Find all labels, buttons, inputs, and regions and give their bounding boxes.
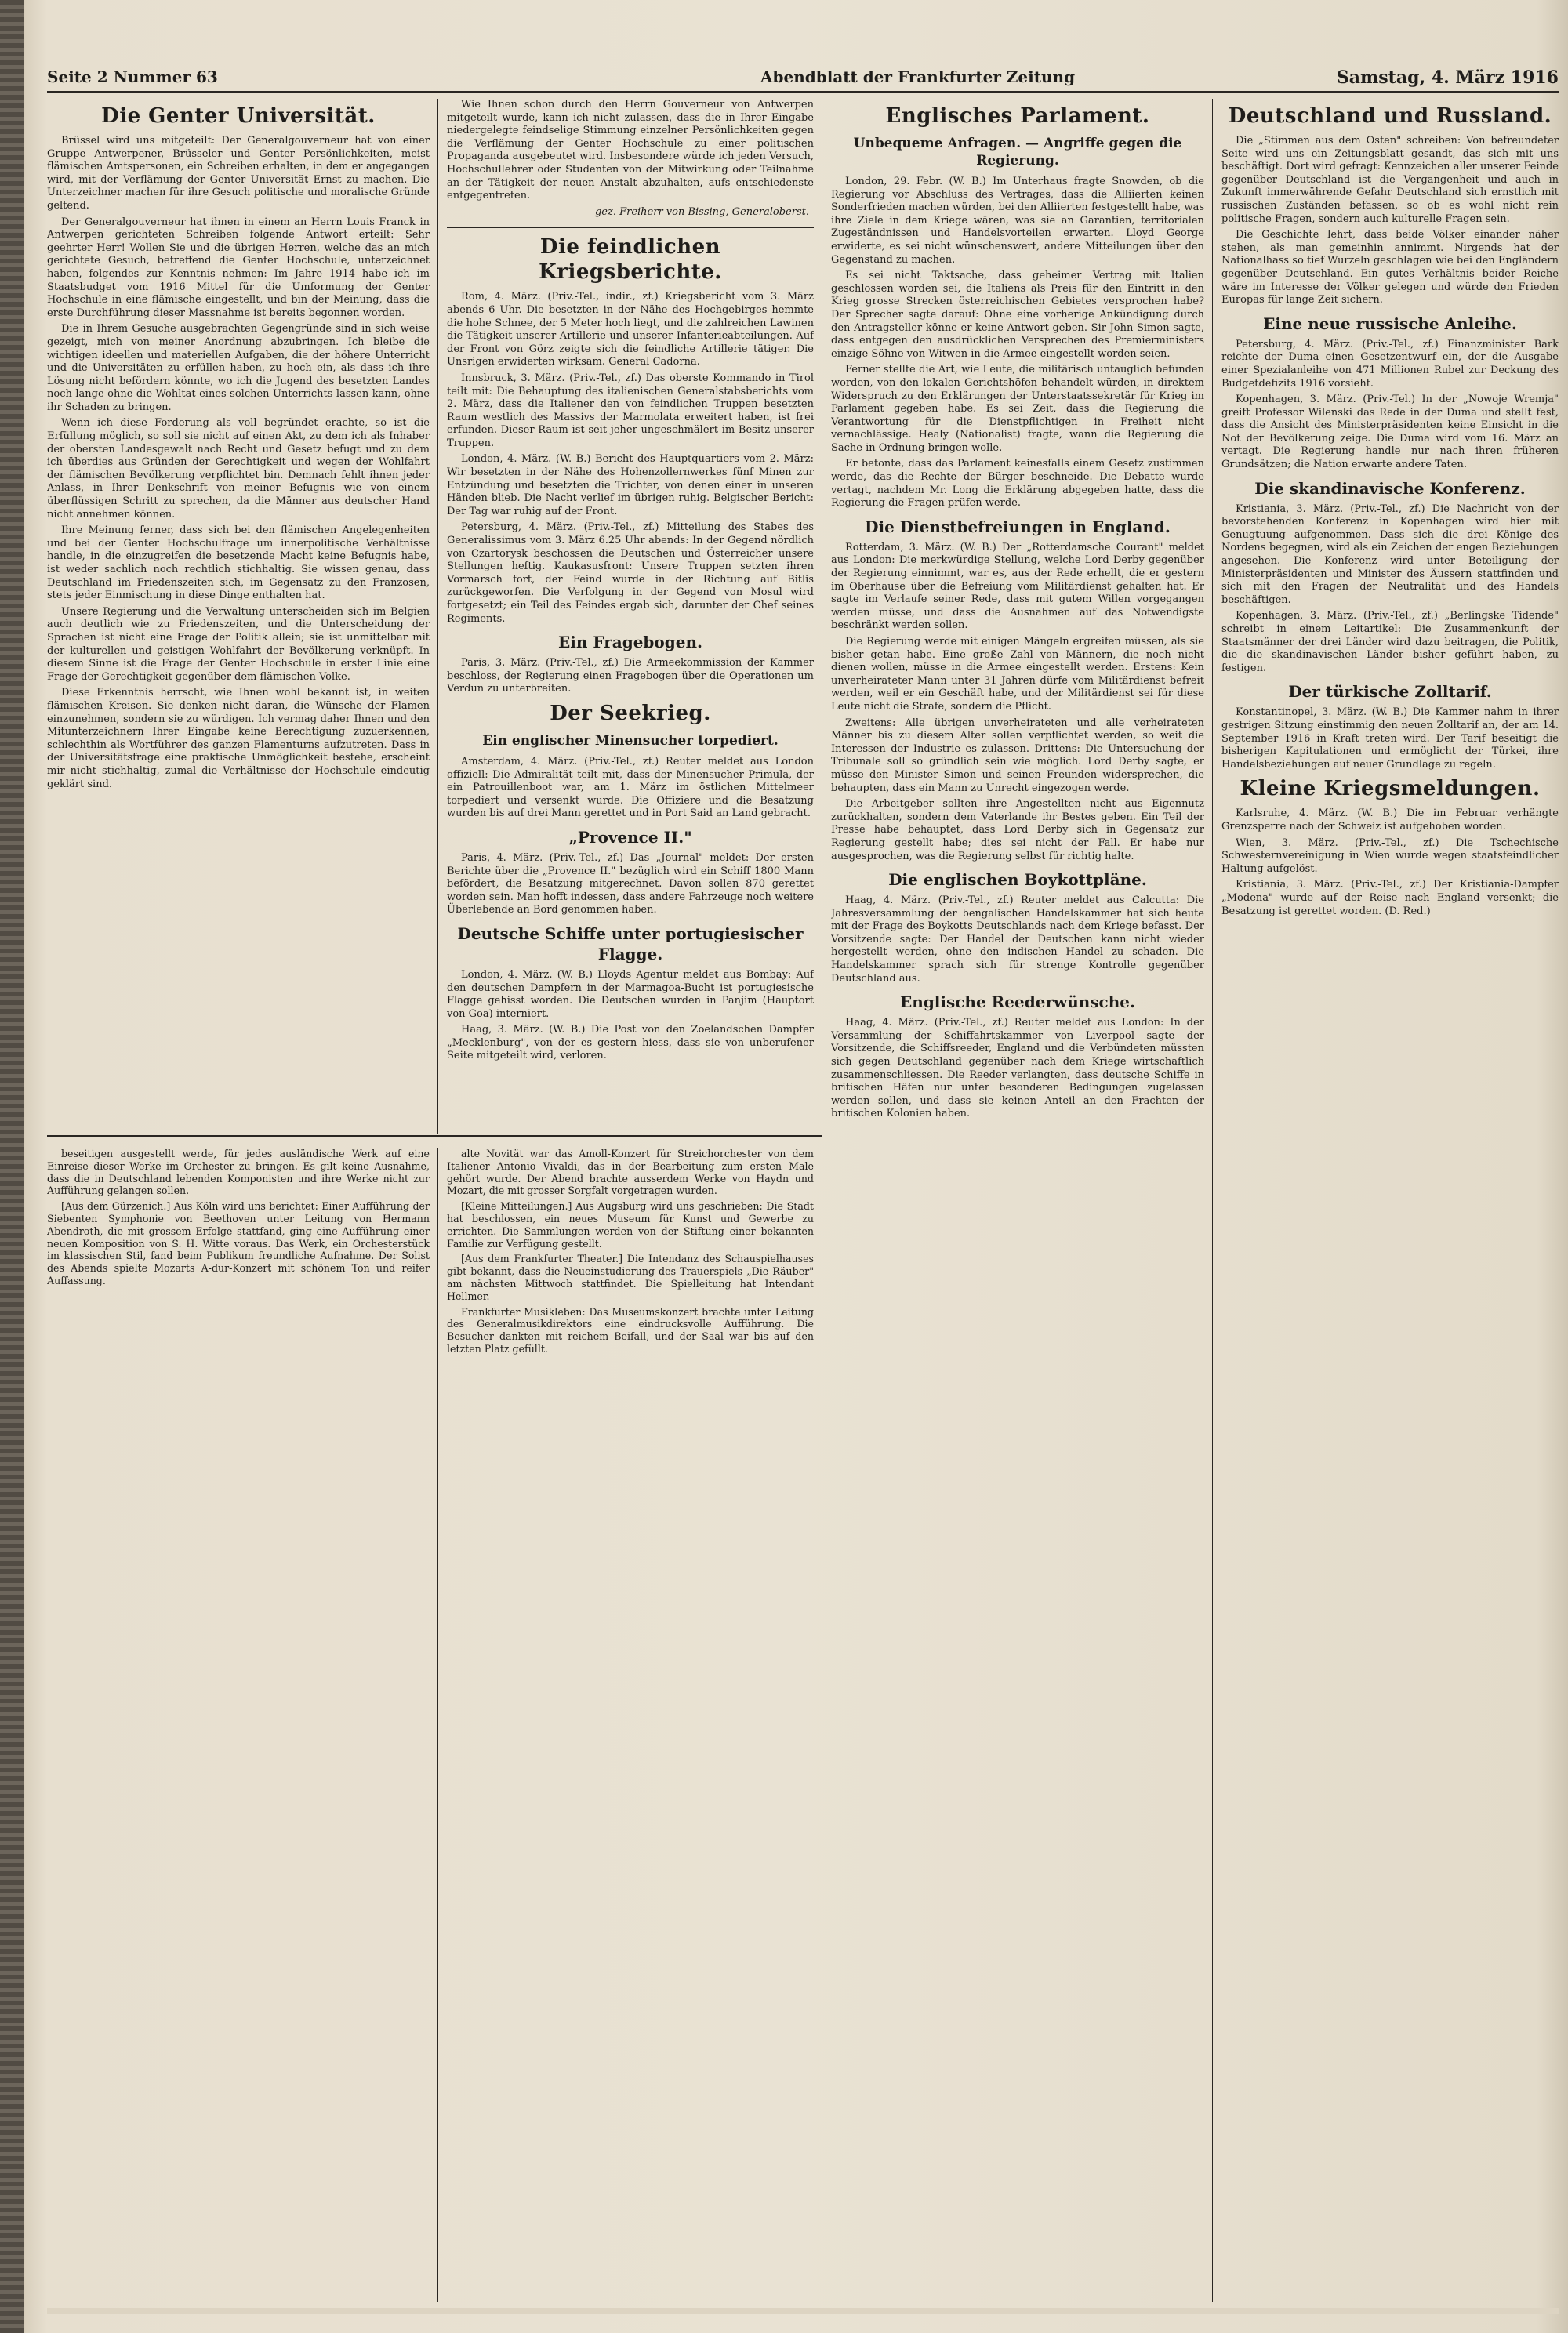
headline: Englische Reederwünsche. xyxy=(900,992,1135,1012)
article-genter-universitaet xyxy=(47,99,430,1130)
paragraph: Ihre Meinung ferner, dass sich bei den flämischen Angelegenheiten und bei der Genter Hochschulfrage um innerpolitische Verhältnisse handle, in die einzugreifen die besetzende Macht keine Befugnis habe, ist weder sachlich noch rechtlich stichhaltig. Sie wissen genau, dass Deutschland im Friedenszeiten sich, im Gegensatz zu den Franzosen, stets jeder Einmischung in diese Dinge enthalten hat. xyxy=(47,524,430,602)
paragraph: Kopenhagen, 3. März. (Priv.-Tel.) In der „Nowoje Wremja" greift Professor Wilenski das Rede in der Duma und stellt fest, dass die Ansicht des Ministerpräsidenten keine Einsicht in die Not der Bevölkerung zeige. Die Duma wird vom 16. März an vertagt. Die Regierung handle nur nach ihren früheren Grundsätzen; die Nation erwarte andere Taten. xyxy=(1221,394,1559,471)
signature: gez. Freiherr von Bissing, Generaloberst. xyxy=(594,205,809,218)
paragraph: Wie Ihnen schon durch den Herrn Gouverneur von Antwerpen mitgeteilt wurde, kann ich nicht zulassen, dass die in Ihrer Eingabe niedergelegte feindselige Stimmung einzelner Persönlichkeiten gegen die Verflämung der Genter Hochschule zu einer politischen Propaganda ausgebeutet wird. Insbesondere würde ich jeden Versuch, Hochschullehrer oder Studenten von der Mitwirkung oder Teilnahme an der Tätigkeit der neuen Anstalt abzuhalten, aufs entschiedenste entgegentreten. xyxy=(447,99,814,202)
headline: Die Dienstbefreiungen in England. xyxy=(865,517,1171,536)
headline: Deutsche Schiffe unter portugiesischer Flagge. xyxy=(457,923,804,963)
paragraph: London, 4. März. (W. B.) Bericht des Hauptquartiers vom 2. März: Wir besetzten in der Nähe des Hohenzollernwerkes fünf Minen zur Entzündung und besetzten die Trichter, von denen einer in unseren Händen blieb. Die Nacht verlief im übrigen ruhig. Belgischer Bericht: Der Tag war ruhig auf der Front. xyxy=(447,453,814,517)
paragraph: Frankfurter Musikleben: Das Museumskonzert brachte unter Leitung des Generalmusikdirektors eine eindrucksvolle Aufführung. Die Besucher dankten mit reichem Beifall, und der Saal war bis auf den letzten Platz gefüllt. xyxy=(447,1305,814,1355)
headline: Kleine Kriegsmeldungen. xyxy=(1240,777,1541,801)
binding-spine xyxy=(0,0,24,2333)
paragraph: Brüssel wird uns mitgeteilt: Der Generalgouverneur hat von einer Gruppe Antwerpener, Brüsseler und Genter Persönlichkeiten, meist flämischen Amtspersonen, ein Schreiben erhalten, in dem er angegangen wird, mit der Verflämung der Genter Universität Ernst zu machen. Die Unterzeichner machen für ihre Gesuch politische und moralische Gründe geltend. xyxy=(47,135,430,212)
paragraph: Die Arbeitgeber sollten ihre Angestellten nicht aus Eigennutz zurückhalten, sondern dem Vaterlande ihr Bestes geben. Ein Teil der Presse habe behauptet, dass Lord Derby sich in Gegensatz zur Regierung gestellt habe; dies sei nicht der Fall. Er habe nur ausgesprochen, was die Regierung selbst für richtig halte. xyxy=(831,798,1204,862)
feuilleton-divider xyxy=(47,1135,822,1137)
paragraph: Die in Ihrem Gesuche ausgebrachten Gegengründe sind in sich weise gezeigt, mich von meiner Anordnung abzubringen. Ich bleibe die wichtigen ideellen und materiellen Aufgaben, die der höhere Unterricht und die Universitäten zu erfüllen haben, zu hoch ein, als dass ich ihre Lösung nicht befördern könnte, wo ich die Jugend des besetzten Landes noch lange ohne die Wohltat eines solchen Unterrichts lassen kann, ohne ihr Schaden zu bringen. xyxy=(47,323,430,413)
masthead-title: Abendblatt der Frankfurter Zeitung xyxy=(760,67,1076,86)
paragraph: Rotterdam, 3. März. (W. B.) Der „Rotterdamsche Courant" meldet aus London: Die merkwürdige Stellung, welche Lord Derby gegenüber der Regierung einnimmt, war es, aus der Rede erhellt, die er gestern im Oberhause über die Befreiung vom Militärdienst gehalten hat. Er sagte im Verlaufe seiner Rede, dass mit gutem Willen vorgegangen werden müsse, und dass die Ausnahmen auf das Notwendigste beschränkt werden sollen. xyxy=(831,541,1204,632)
paragraph: Die Regierung werde mit einigen Mängeln ergreifen müssen, als sie bisher getan habe. Eine große Zahl von Männern, die noch nicht dienen wollen, müsse in die Armee eingestellt werden. Erstens: Kein unverheirateter Mann unter 31 Jahren dürfe vom Militärdienst befreit werden, weil er ein Geschäft habe, und der Militärdienst sei für diese Leute nicht die Strafe, sondern die Pflicht. xyxy=(831,636,1204,713)
paragraph: Haag, 4. März. (Priv.-Tel., zf.) Reuter meldet aus Calcutta: Die Jahresversammlung der bengalischen Handelskammer hat sich heute mit der Frage des Boykotts Deutschlands nach dem Kriege befasst. Der Vorsitzende sagte: Der Handel der Deutschen kann nicht wieder hergestellt werden, ohne den indischen Handel zu schaden. Die Handelskammer sprach sich für strenge Kontrolle gegenüber Deutschland aus. xyxy=(831,894,1204,985)
headline: Englisches Parlament. xyxy=(885,104,1150,128)
headline: Die englischen Boykottpläne. xyxy=(888,870,1147,890)
divider xyxy=(447,227,814,228)
paragraph: alte Novität war das Amoll-Konzert für Streichorchester von dem Italiener Antonio Vivaldi, das in der Bearbeitung zum ersten Male gehört wurde. Der Abend brachte ausserdem Werke von Haydn und Mozart, die mit grosser Sorgfalt vorgetragen wurden. xyxy=(447,1148,814,1197)
paragraph: Rom, 4. März. (Priv.-Tel., indir., zf.) Kriegsbericht vom 3. März abends 6 Uhr. Die besetzten in der Nähe des Hochgebirges hemmte die hohe Schnee, der 5 Meter hoch liegt, und die zahlreichen Lawinen die Tätigkeit unserer Artillerie und unserer Infanterieabteilungen. Auf der Front von Görz zeigte sich die feindliche Artillerie tätiger. Die Unsrigen erwiderten wirksam. General Cadorna. xyxy=(447,291,814,368)
paragraph: Ferner stellte die Art, wie Leute, die militärisch untauglich befunden worden, von den lokalen Gerichtshöfen behandelt würden, in direktem Widerspruch zu den Erklärungen der Unterstaatssekretär für Krieg im Parlament gegeben habe. Es sei Zeit, dass die Regierung die Verantwortung für die Dienstpflichtigen in Freiheit nicht vernachlässige. Healy (Nationalist) fragte, wann die Regierung die Sache in Ordnung bringen wolle. xyxy=(831,364,1204,454)
column-rule xyxy=(437,99,438,1134)
paragraph: Die „Stimmen aus dem Osten" schreiben: Von befreundeter Seite wird uns ein Zeitungsblatt gesandt, das sich mit uns beschäftigt. Dort wird gefragt: Kennzeichen aller unserer Feinde gegenüber Deutschland ist die Vergangenheit und auch in Zukunft immerwährende Gefahr Deutschland sich ernstlich mit russischen Zuständen befassen, so ob es wohl nicht rein politische Fragen, sondern auch kulturelle Fragen sein. xyxy=(1221,135,1559,225)
paragraph: Wien, 3. März. (Priv.-Tel., zf.) Die Tschechische Schwesternvereinigung in Wien wurde wegen staatsfeindlicher Haltung aufgelöst. xyxy=(1221,836,1559,875)
feuilleton-column-1 xyxy=(47,1148,430,2308)
paragraph: Paris, 4. März. (Priv.-Tel., zf.) Das „Journal" meldet: Der ersten Berichte über die „Provence II." bezüglich wird ein Schiff 1800 Mann befördert, die Besatzung mitgerechnet. Davon sollen 870 gerettet worden sein. Man hofft indessen, dass andere Fahrzeuge noch weitere Überlebende an Bord genommen haben. xyxy=(447,851,814,916)
paragraph: Es sei nicht Taktsache, dass geheimer Vertrag mit Italien geschlossen worden sei, die Italiens als Preis für den Eintritt in den Krieg grosse Strecken österreichischen Gebietes versprochen habe? Der Sprecher sagte darauf: Ohne eine vorherige Ankündigung durch den Antragsteller könne er keine Antwort geben. Sir John Simon sagte, dass entgegen den ausdrücklichen Versprechen des Premierministers einzige Söhne von Witwen in die Armee eingestellt worden seien. xyxy=(831,270,1204,360)
headline: Die Genter Universität. xyxy=(101,104,376,128)
paragraph: Karlsruhe, 4. März. (W. B.) Die im Februar verhängte Grenzsperre nach der Schweiz ist aufgehoben worden. xyxy=(1221,807,1559,833)
paragraph: London, 4. März. (W. B.) Lloyds Agentur meldet aus Bombay: Auf den deutschen Dampfern in der Marmagoa-Bucht ist portugiesische Flagge gehisst worden. Die Deutschen wurden in Panjim (Hauptort von Goa) interniert. xyxy=(447,968,814,1020)
page-header xyxy=(47,67,1559,93)
paragraph: Kristiania, 3. März. (Priv.-Tel., zf.) Die Nachricht von der bevorstehenden Konferenz in Kopenhagen wird hier mit Genugtuung aufgenommen. Dass sich die drei Könige des Nordens begegnen, wird als ein Zeichen der engen Beziehungen angesehen. Die Konferenz wird unter Beteiligung der Ministerpräsidenten und Minister des Äussern stattfinden und sich mit den Fragen der Neutralität und des Handels beschäftigen. xyxy=(1221,503,1559,606)
paragraph: Kopenhagen, 3. März. (Priv.-Tel., zf.) „Berlingske Tidende" schreibt in einem Leitartikel: Die Zusammenkunft der Staatsmänner der drei Länder wird dazu beitragen, die Politik, die die skandinavischen Länder bisher geführt haben, zu festigen. xyxy=(1221,610,1559,674)
paragraph: beseitigen ausgestellt werde, für jedes ausländische Werk auf eine Einreise dieser Werke im Orchester zu bringen. Es gilt keine Ausnahme, dass die in Deutschland lebenden Komponisten und ihre Werke nicht zur Aufführung gelangen sollen. xyxy=(47,1148,430,1197)
headline: „Provence II." xyxy=(568,827,692,847)
paragraph: Paris, 3. März. (Priv.-Tel., zf.) Die Armeekommission der Kammer beschloss, der Regierung einen Fragebogen über die Operationen um Verdun zu unterbreiten. xyxy=(447,657,814,695)
issue-date: Samstag, 4. März 1916 xyxy=(1336,67,1559,88)
article-englisches-parlament xyxy=(831,99,1204,2302)
headline: Die feindlichen Kriegsberichte. xyxy=(539,235,722,285)
subheadline: Ein englischer Minensucher torpediert. xyxy=(482,732,779,749)
headline: Deutschland und Russland. xyxy=(1228,104,1552,128)
paragraph: [Aus dem Gürzenich.] Aus Köln wird uns berichtet: Einer Aufführung der Siebenten Symphonie von Beethoven unter Leitung von Hermann Abendroth, die mit grossem Erfolge stattfand, ging eine Aufführung einer neuen Komposition von S. H. Witte voraus. Das Werk, ein Orchesterstück im klassischen Stil, fand beim Publikum freundliche Aufnahme. Der Solist des Abends spielte Mozarts A-dur-Konzert mit schönem Ton und reifer Auffassung. xyxy=(47,1200,430,1286)
paragraph: Innsbruck, 3. März. (Priv.-Tel., zf.) Das oberste Kommando in Tirol teilt mit: Die Behauptung des italienischen Generalstabsberichts vom 2. März, dass die Italiener den von feindlichen Truppen besetzten Raum westlich des Massivs der Marmolata erweitert haben, ist frei erfunden. Dieser Raum ist seit jeher ungeschmälert im Besitz unserer Truppen. xyxy=(447,372,814,449)
paragraph: Kristiania, 3. März. (Priv.-Tel., zf.) Der Kristiania-Dampfer „Modena" wurde auf der Reise nach England versenkt; die Besatzung ist gerettet worden. (D. Red.) xyxy=(1221,879,1559,917)
headline: Eine neue russische Anleihe. xyxy=(1263,314,1517,333)
paragraph: Petersburg, 4. März. (Priv.-Tel., zf.) Mitteilung des Stabes des Generalissimus vom 3. März 6.25 Uhr abends: In der Gegend nördlich von Czartorysk beschossen die Deutschen und Österreicher unsere Stellungen heftig. Kaukasusfront: Unsere Truppen setzten ihren Vormarsch fort, der Feind wurde in der Richtung auf Bitlis zurückgeworfen. Die Verfolgung in der Gegend von Mosul wird fortgesetzt; ein Teil des Feindes ergab sich, darunter der Chef seines Regiments. xyxy=(447,521,814,625)
paragraph: Wenn ich diese Forderung als voll begründet erachte, so ist die Erfüllung möglich, so soll sie nicht auf einen Akt, zu dem ich als Inhaber der obersten Landesgewalt nach Recht und Gesetz befugt und zu dem ich überdies aus Gründen der Gerechtigkeit und wegen der Wohlfahrt der flämischen Bevölkerung verpflichtet bin. Demnach fehlt ihnen jeder Anlass, in Ihrer Denkschrift von meiner Befugnis wie von einem überflüssigen Schritt zu sprechen, da die Männer aus deutscher Hand nicht annehmen können. xyxy=(47,417,430,521)
column-rule xyxy=(437,1148,438,2302)
paragraph: Konstantinopel, 3. März. (W. B.) Die Kammer nahm in ihrer gestrigen Sitzung einstimmig den neuen Zolltarif an, der am 14. September 1916 in Kraft treten wird. Der Tarif beseitigt die bisherigen Kapitulationen und ermöglicht der Türkei, ihre Handelsbeziehungen auf neuer Grundlage zu regeln. xyxy=(1221,706,1559,771)
paragraph: Diese Erkenntnis herrscht, wie Ihnen wohl bekannt ist, in weiten flämischen Kreisen. Sie denken nicht daran, die Wünsche der Flamen einzunehmen, sondern sie zu würdigen. Ich vermag daher Ihnen und den Mitunterzeichnern Ihrer Eingabe keine Berechtigung zuzuerkennen, schlechthin als Wortführer des ganzen Flamenturns aufzutreten. Dass in der Universitätsfrage eine praktische Unmöglichkeit bestehe, erscheint mir nicht stichhaltig, zumal die Verhältnisse der Hochschule eindeutig geklärt sind. xyxy=(47,687,430,790)
paragraph: Die Geschichte lehrt, dass beide Völker einander näher stehen, als man gemeinhin annimmt. Nirgends hat der Nationalhass so tief Wurzeln geschlagen wie bei den Engländern gegenüber Deutschland. Ein gutes Verhältnis beider Reiche wäre im Interesse der Völker gelegen und würde den Frieden Europas für lange Zeit sichern. xyxy=(1221,229,1559,307)
paragraph: [Kleine Mitteilungen.] Aus Augsburg wird uns geschrieben: Die Stadt hat beschlossen, ein neues Museum für Kunst und Gewerbe zu errichten. Die Sammlungen werden von der Stiftung einer bekannten Familie zur Verfügung gestellt. xyxy=(447,1200,814,1250)
paragraph: London, 29. Febr. (W. B.) Im Unterhaus fragte Snowden, ob die Regierung vor Abschluss des Vertrages, dass die Alliierten keinen Sonderfrieden machen würden, bei den Alliierten festgestellt habe, was ihre Ziele in dem Kriege wären, was sie an Garantien, territorialen Zugeständnissen und Handelsvorteilen erwarten. Lloyd George erwiderte, es sei nicht wünschenswert, andere Mitteilungen über den Gegenstand zu machen. xyxy=(831,176,1204,266)
headline: Ein Fragebogen. xyxy=(558,633,702,652)
headline: Die skandinavische Konferenz. xyxy=(1254,478,1526,498)
headline: Der türkische Zolltarif. xyxy=(1288,682,1492,702)
page-bottom-margin xyxy=(47,2308,1559,2314)
paragraph: Petersburg, 4. März. (Priv.-Tel., zf.) Finanzminister Bark reichte der Duma einen Gesetzentwurf ein, der die Ausgabe einer Spezialanleihe von 471 Millionen Rubel zur Deckung des Budgetdefizits 1916 vorsieht. xyxy=(1221,338,1559,390)
feuilleton-column-2 xyxy=(447,1148,814,2308)
page-number: Seite 2 Nummer 63 xyxy=(47,67,218,86)
article-feindliche-kriegsberichte xyxy=(447,99,814,1130)
paragraph: Amsterdam, 4. März. (Priv.-Tel., zf.) Reuter meldet aus London offiziell: Die Admiralität teilt mit, dass der Minensucher Primula, der ein Patrouillenboot war, am 1. März im östlichen Mittelmeer torpediert und versenkt wurde. Die Offiziere und die Besatzung wurden bis auf drei Mann gerettet und in Port Said an Land gebracht. xyxy=(447,755,814,820)
paragraph: Er betonte, dass das Parlament keinesfalls einem Gesetz zustimmen werde, das die Rechte der Bürger beschneide. Die Debatte wurde vertagt, nachdem Mr. Long die Erklärung abgegeben hatte, dass die Regierung die Fragen prüfen werde. xyxy=(831,458,1204,510)
paragraph: Haag, 3. März. (W. B.) Die Post von den Zoelandschen Dampfer „Mecklenburg", von der es gestern hiess, dass sie von unberufener Seite mitgeteilt wird, verloren. xyxy=(447,1024,814,1062)
headline: Der Seekrieg. xyxy=(550,701,711,725)
subheadline: Unbequeme Anfragen. — Angriffe gegen die Regierung. xyxy=(853,136,1182,169)
paragraph: Der Generalgouverneur hat ihnen in einem an Herrn Louis Franck in Antwerpen gerichteten Schreiben folgende Antwort erteilt: Sehr geehrter Herr! Wollen Sie und die übrigen Herren, welche das an mich gerichtete Gesuch, betreffend die Genter Hochschule, unterzeichnet haben, folgendes zur Kenntnis nehmen: Im Jahre 1914 habe ich im Staatsbudget vom 1916 Mittel für die Umformung der Genter Hochschule in eine flämische eingestellt, und bin der Meinung, dass die erste Durchführung dieser Massnahme ist bereits begonnen worden. xyxy=(47,216,430,319)
column-rule xyxy=(1212,99,1213,2302)
paragraph: Zweitens: Alle übrigen unverheirateten und alle verheirateten Männer bis zu diesem Alter sollen verpflichtet werden, so weit die Interessen der Industrie es zulassen. Drittens: Die Untersuchung der Tribunale soll so gründlich sein wie möglich. Lord Derby sagte, er müsse den Minister Simon und seinen Freunden widersprechen, die behaupten, dass ein Mann zu Unrecht eingezogen werde. xyxy=(831,717,1204,794)
article-deutschland-russland xyxy=(1221,99,1559,2302)
paragraph: [Aus dem Frankfurter Theater.] Die Intendanz des Schauspielhauses gibt bekannt, dass die Neueinstudierung des Trauerspiels „Die Räuber" am nächsten Mittwoch stattfindet. Die Spielleitung hat Intendant Hellmer. xyxy=(447,1253,814,1302)
paragraph: Unsere Regierung und die Verwaltung unterscheiden sich im Belgien auch deutlich wie zu Friedenszeiten, und die Unterscheidung der Sprachen ist nicht eine Frage der Politik allein; sie ist unmittelbar mit der kulturellen und geistigen Wohlfahrt der Bevölkerung verknüpft. In diesem Sinne ist die Frage der Genter Hochschule in erster Linie eine Frage der Gerechtigkeit gegenüber dem flämischen Volke. xyxy=(47,605,430,683)
paragraph: Haag, 4. März. (Priv.-Tel., zf.) Reuter meldet aus London: In der Versammlung der Schiffahrtskammer von Liverpool sagte der Vorsitzende, die Schiffsreeder, England und die Verbündeten müssten sich gegen Deutschland gegenüber nach dem Kriege wirtschaftlich zusammenschliessen. Die Reeder verlangten, dass deutsche Schiffe in britischen Häfen nur unter besonderen Bedingungen zugelassen werden sollen, und dass sie keinen Anteil an den Frachten der britischen Kolonien haben. xyxy=(831,1017,1204,1120)
